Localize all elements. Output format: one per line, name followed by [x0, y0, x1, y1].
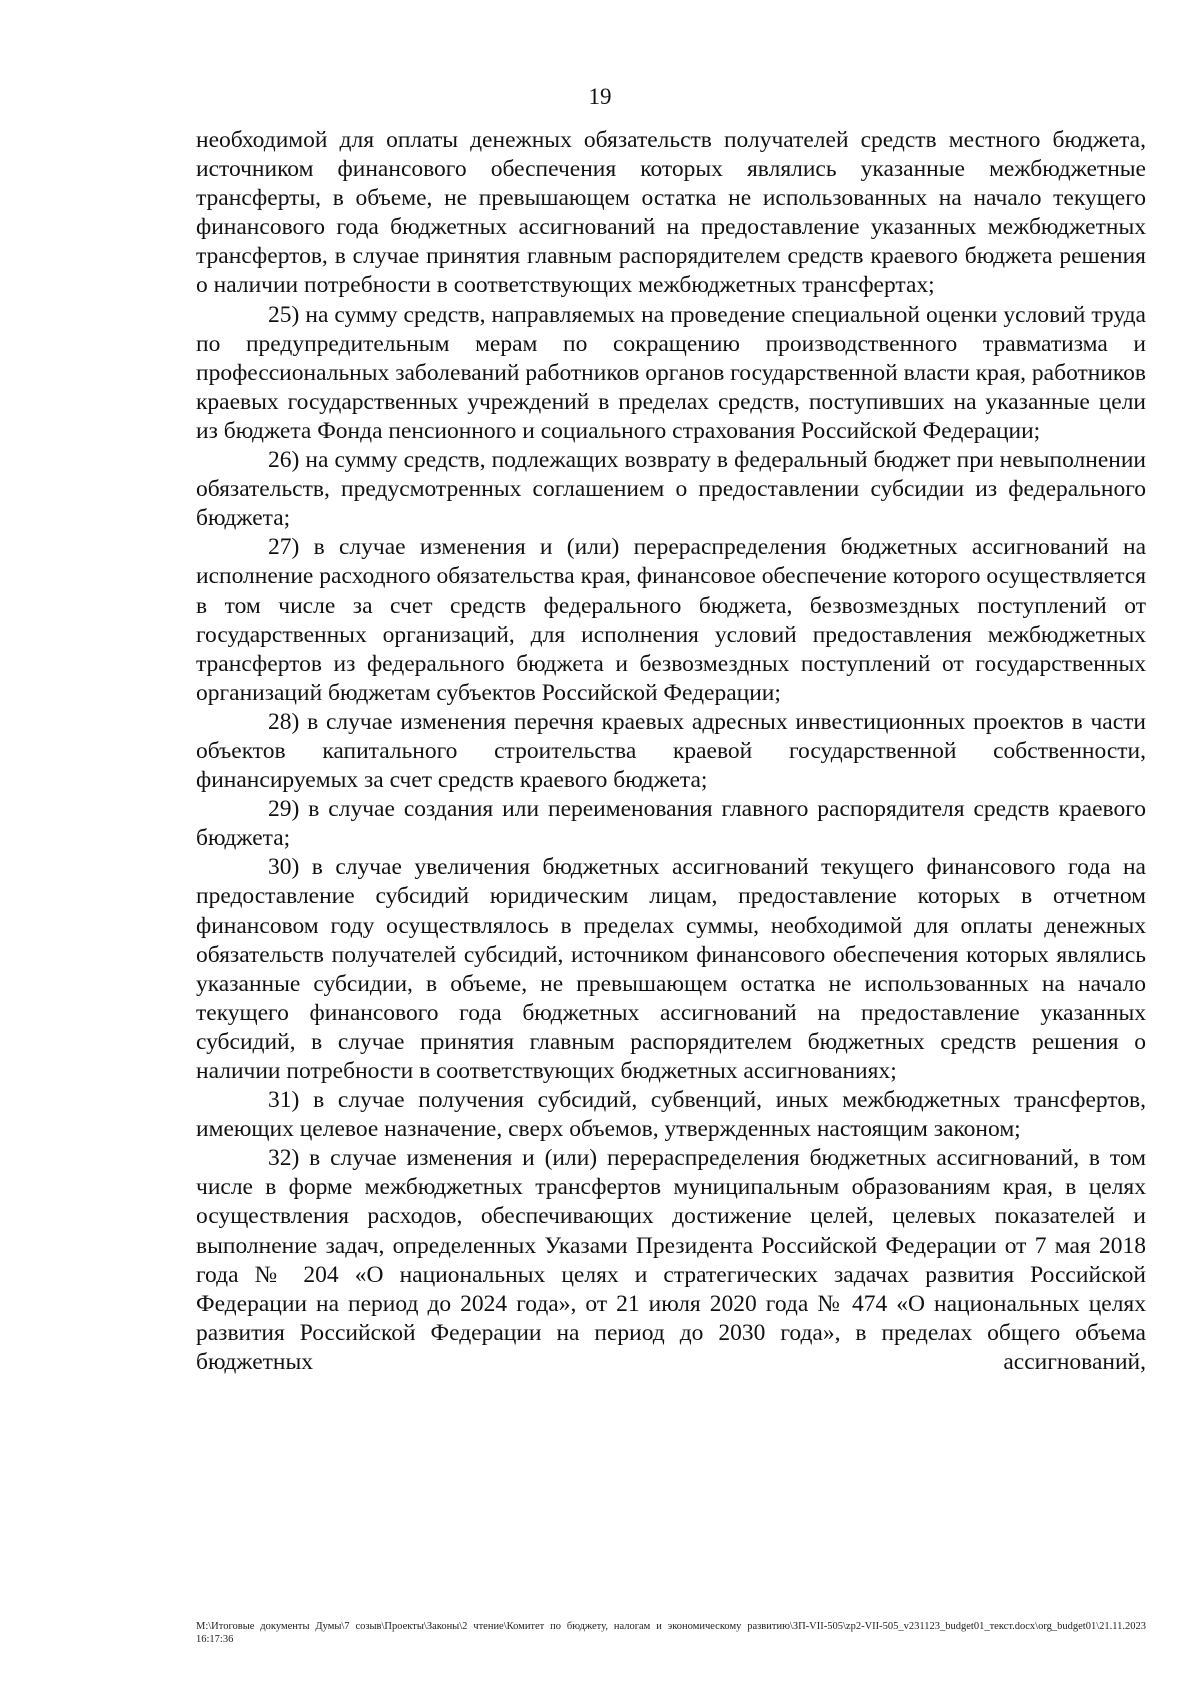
paragraph-item-30: 30) в случае увеличения бюджетных ассигнований текущего финансового года на предоставление субсидий юридическим лицам, предоставление которых в отчетном финансовом году осуществлялось в пределах суммы, необходимой для оплаты денежных обязательств получателей субсидий, источником финансового обеспечения которых являлись указанные субсидии, в объеме, не превышающем остатка не использованных на начало текущего финансового года бюджетных ассигнований на предоставление указанных субсидий, в случае принятия главным распорядителем бюджетных средств решения о наличии потребности в соответствующих бюджетных ассигнованиях;	[196, 854, 1146, 1084]
paragraph-item-25: 25) на сумму средств, направляемых на проведение специальной оценки условий труда по предупредительным мерам по сокращению производственного травматизма и профессиональных заболеваний работников органов государственной власти края, работников краевых государственных учреждений в пределах средств, поступивших на указанные цели из бюджета Фонда пенсионного и социального страхования Российской Федерации;	[196, 301, 1146, 444]
paragraph-item-28: 28) в случае изменения перечня краевых адресных инвестиционных проектов в части объектов капитального строительства краевой государственной собственности, финансируемых за счет средств краевого бюджета;	[196, 708, 1146, 794]
document-body	[196, 126, 1146, 1377]
paragraph-item-31: 31) в случае получения субсидий, субвенций, иных межбюджетных трансфертов, имеющих целевое назначение, сверх объемов, утвержденных настоящим законом;	[196, 1087, 1146, 1143]
paragraph-continuation: необходимой для оплаты денежных обязательств получателей средств местного бюджета, источником финансового обеспечения которых являлись указанные межбюджетные трансферты, в объеме, не превышающем остатка не использованных на начало текущего финансового года бюджетных ассигнований на предоставление указанных межбюджетных трансфертов, в случае принятия главным распорядителем средств краевого бюджета решения о наличии потребности в соответствующих межбюджетных трансфертах;	[196, 127, 1146, 299]
paragraph-item-27: 27) в случае изменения и (или) перераспределения бюджетных ассигнований на исполнение расходного обязательства края, финансовое обеспечение которого осуществляется в том числе за счет средств федерального бюджета, безвозмездных поступлений от государственных организаций, для исполнения условий предоставления межбюджетных трансфертов из федерального бюджета и безвозмездных поступлений от государственных организаций бюджетам субъектов Российской Федерации;	[196, 534, 1146, 706]
file-path-footer: M:\Итоговые документы Думы\7 созыв\Проекты\Законы\2 чтение\Комитет по бюджету, налогам и экономическому развитию\ЗП-VII-505\zp2-VII-505_v231123_budget01_текст.docx\org_budget01\21.11.2023 16:17:36	[196, 1621, 1146, 1645]
paragraph-item-26: 26) на сумму средств, подлежащих возврату в федеральный бюджет при невыполнении обязательств, предусмотренных соглашением о предоставлении субсидии из федерального бюджета;	[196, 447, 1146, 532]
paragraph-item-32: 32) в случае изменения и (или) перераспределения бюджетных ассигнований, в том числе в форме межбюджетных трансфертов муниципальным образованиям края, в целях осуществления расходов, обеспечивающих достижение целей, целевых показателей и выполнение задач, определенных Указами Президента Российской Федерации от 7 мая 2018 года № 204 «О национальных целях и стратегических задачах развития Российской Федерации на период до 2024 года», от 21 июля 2020 года № 474 «О национальных целях развития Российской Федерации на период до 2030 года», в пределах общего объема бюджетных ассигнований,	[196, 1145, 1146, 1375]
page-number: 19	[588, 84, 612, 109]
paragraph-item-29: 29) в случае создания или переименования главного распорядителя средств краевого бюджета;	[196, 796, 1146, 852]
